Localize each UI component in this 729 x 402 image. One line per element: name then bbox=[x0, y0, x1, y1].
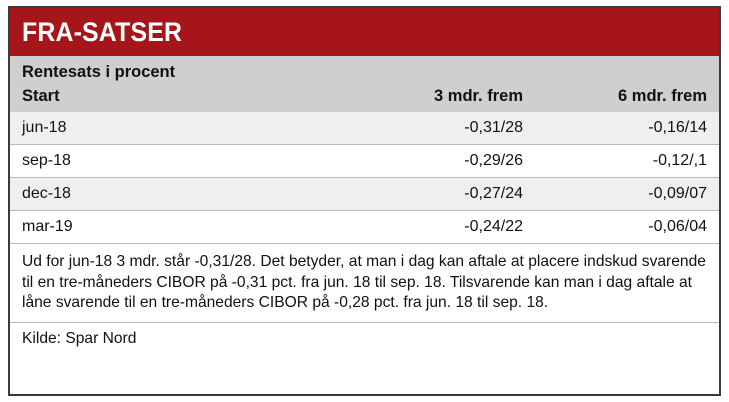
column-header-row bbox=[10, 87, 719, 112]
table-body bbox=[10, 112, 719, 244]
column-header-3m: 3 mdr. frem bbox=[434, 87, 523, 105]
table-subtitle: Rentesats i procent bbox=[22, 63, 176, 81]
explanatory-note: Ud for jun-18 3 mdr. står -0,31/28. Det betyder, at man i dag kan aftale at placere indskud svarende til en tre-måneders CIBOR på -0,31 pct. fra jun. 18 til sep. 18. Tilsvarende kan man i dag aftale at låne svarende til en tre-måneders CIBOR på -0,28 pct. fra jun. 18 til sep. 18. bbox=[22, 253, 706, 312]
cell-start: jun-18 bbox=[22, 119, 67, 136]
cell-6m: -0,06/04 bbox=[648, 218, 707, 235]
table-row bbox=[10, 178, 719, 211]
source-label: Kilde: Spar Nord bbox=[22, 329, 137, 347]
cell-3m: -0,31/28 bbox=[464, 119, 523, 136]
column-header-start: Start bbox=[22, 87, 60, 105]
table-row bbox=[10, 211, 719, 244]
column-header-6m: 6 mdr. frem bbox=[618, 87, 707, 105]
table-row bbox=[10, 145, 719, 178]
card-header bbox=[10, 8, 719, 56]
cell-start: mar-19 bbox=[22, 218, 73, 235]
cell-start: dec-18 bbox=[22, 185, 71, 202]
cell-start: sep-18 bbox=[22, 152, 71, 169]
page-title: FRA-SATSER bbox=[22, 16, 183, 47]
table-row bbox=[10, 112, 719, 145]
cell-6m: -0,16/14 bbox=[648, 119, 707, 136]
cell-6m: -0,09/07 bbox=[648, 185, 707, 202]
cell-3m: -0,29/26 bbox=[464, 152, 523, 169]
fra-rates-card bbox=[8, 6, 721, 396]
cell-6m: -0,12/,1 bbox=[652, 152, 707, 169]
table-header-block bbox=[10, 56, 719, 112]
cell-3m: -0,27/24 bbox=[464, 185, 523, 202]
cell-3m: -0,24/22 bbox=[464, 218, 523, 235]
